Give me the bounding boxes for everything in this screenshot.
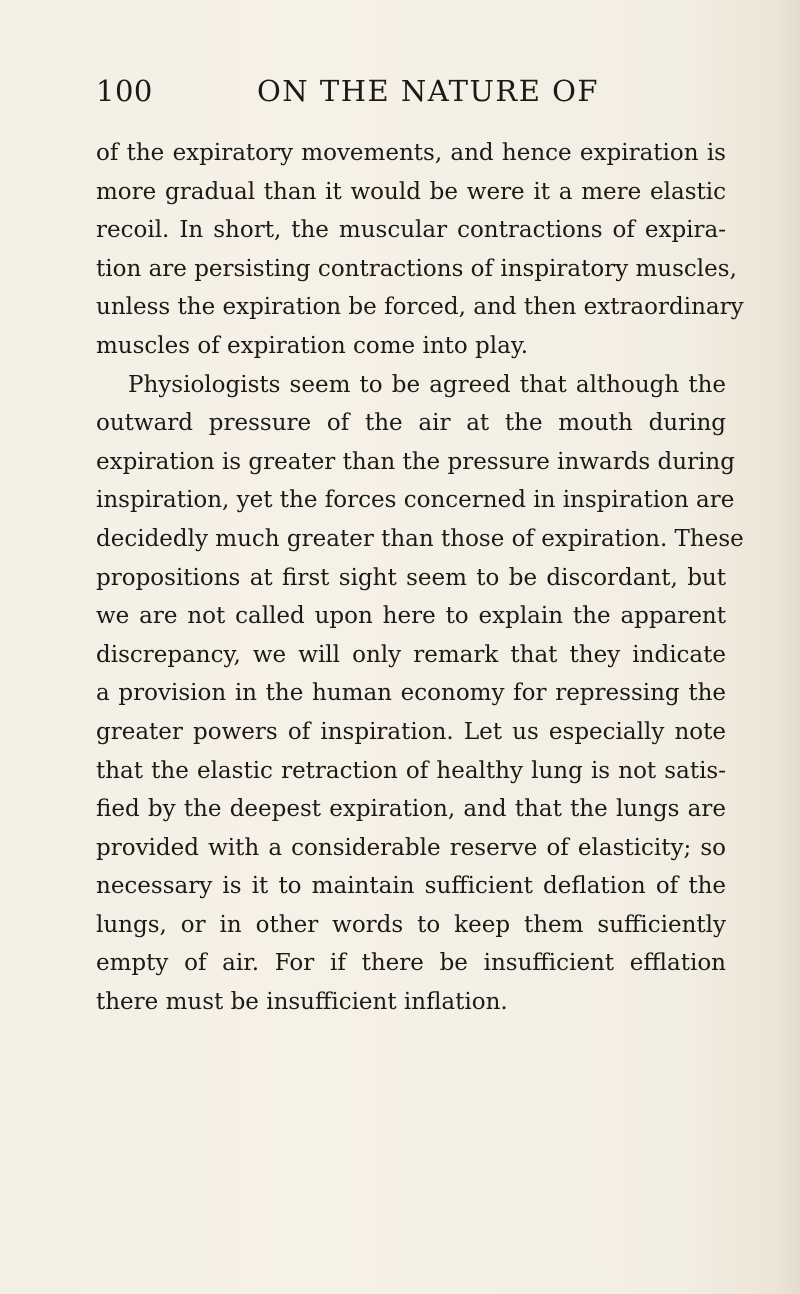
- running-head: [96, 74, 724, 114]
- text-line: recoil. In short, the muscular contractions of expira-: [96, 217, 726, 244]
- text-line: discrepancy, we will only remark that they indicate: [96, 641, 726, 668]
- text-line: that the elastic retraction of healthy lung is not satis-: [96, 757, 726, 784]
- text-line: fied by the deepest expiration, and that the lungs are: [96, 796, 726, 823]
- text-line: of the expiratory movements, and hence expiration is: [96, 140, 726, 166]
- text-line: empty of air. For if there be insufficient efflation: [96, 950, 726, 977]
- text-line: inspiration, yet the forces concerned in inspiration are: [96, 487, 735, 514]
- text-line: outward pressure of the air at the mouth during: [96, 410, 726, 437]
- running-title: ON THE NATURE OF: [256, 74, 600, 108]
- text-line: there must be insufficient inflation.: [96, 989, 508, 1016]
- text-line: expiration is greater than the pressure inwards during: [96, 448, 735, 475]
- text-line: lungs, or in other words to keep them sufficiently: [96, 911, 726, 938]
- text-line: propositions at first sight seem to be discordant, but: [96, 564, 726, 591]
- text-line: provided with a considerable reserve of elasticity; so: [96, 834, 726, 861]
- text-line: more gradual than it would be were it a mere elastic: [96, 178, 726, 205]
- text-line: unless the expiration be forced, and then extraordinary: [96, 294, 744, 321]
- text-line: greater powers of inspiration. Let us especially note: [96, 718, 726, 745]
- text-line: tion are persisting contractions of inspiratory muscles,: [96, 255, 737, 282]
- text-line: we are not called upon here to explain the apparent: [96, 603, 726, 630]
- text-line: decidedly much greater than those of expiration. These: [96, 525, 744, 552]
- paragraph-start-line: Physiologists seem to be agreed that although the: [128, 371, 726, 398]
- text-line: muscles of expiration come into play.: [96, 332, 529, 359]
- text-line: necessary is it to maintain sufficient deflation of the: [96, 873, 726, 900]
- text-line: a provision in the human economy for repressing the: [96, 680, 726, 707]
- page-number: 100: [96, 74, 153, 108]
- body-text: [96, 134, 744, 1022]
